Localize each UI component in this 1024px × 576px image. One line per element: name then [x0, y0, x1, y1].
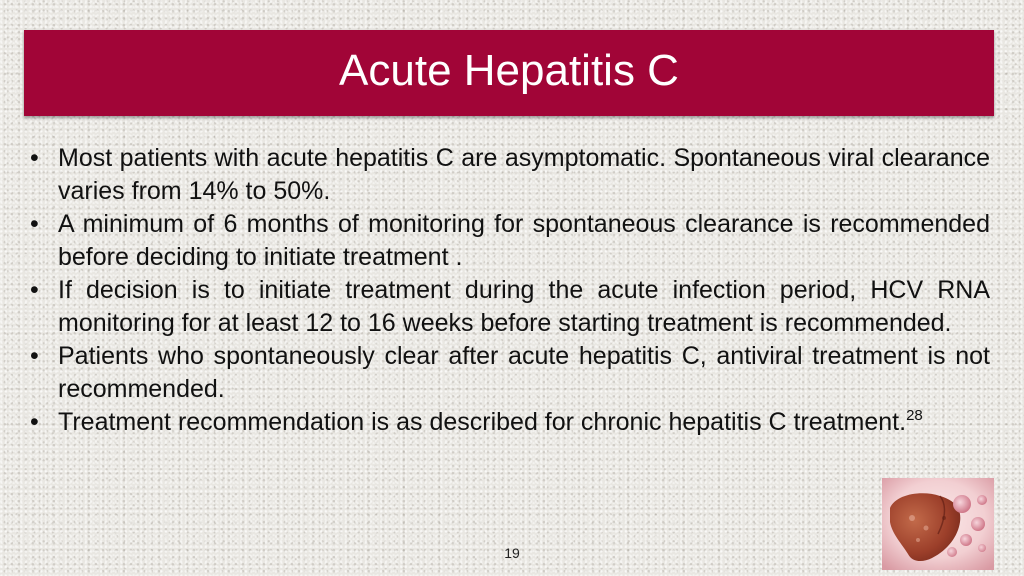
- liver-illustration-icon: [882, 478, 994, 570]
- citation-superscript: 28: [906, 407, 923, 424]
- bullet-marker: •: [30, 408, 39, 436]
- bullet-marker: •: [30, 276, 39, 304]
- bullet-item: [28, 340, 990, 406]
- page-number: 19: [504, 545, 520, 561]
- bullet-text: If decision is to initiate treatment during the acute infection period, HCV RNA monitoring for at least 12 to 16 weeks before starting treatment is recommended.: [58, 276, 990, 337]
- bullet-marker: •: [30, 144, 39, 172]
- title-banner: [24, 30, 994, 116]
- slide-title: Acute Hepatitis C: [339, 46, 679, 95]
- bullet-marker: •: [30, 210, 39, 238]
- bullet-text: Patients who spontaneously clear after acute hepatitis C, antiviral treatment is not recommended.: [58, 342, 990, 403]
- bullet-item: [28, 274, 990, 340]
- bullet-text-content: Treatment recommendation is as described for chronic hepatitis C treatment.: [58, 408, 907, 436]
- bullet-list: [28, 142, 990, 439]
- bullet-item: [28, 406, 990, 439]
- bullet-marker: •: [30, 342, 39, 370]
- bullet-item: [28, 208, 990, 274]
- bullet-text: Most patients with acute hepatitis C are asymptomatic. Spontaneous viral clearance varies from 14% to 50%.: [58, 144, 990, 205]
- bullet-item: [28, 142, 990, 208]
- bullet-text: A minimum of 6 months of monitoring for spontaneous clearance is recommended before deciding to initiate treatment .: [58, 210, 990, 271]
- bullet-text: [58, 406, 990, 439]
